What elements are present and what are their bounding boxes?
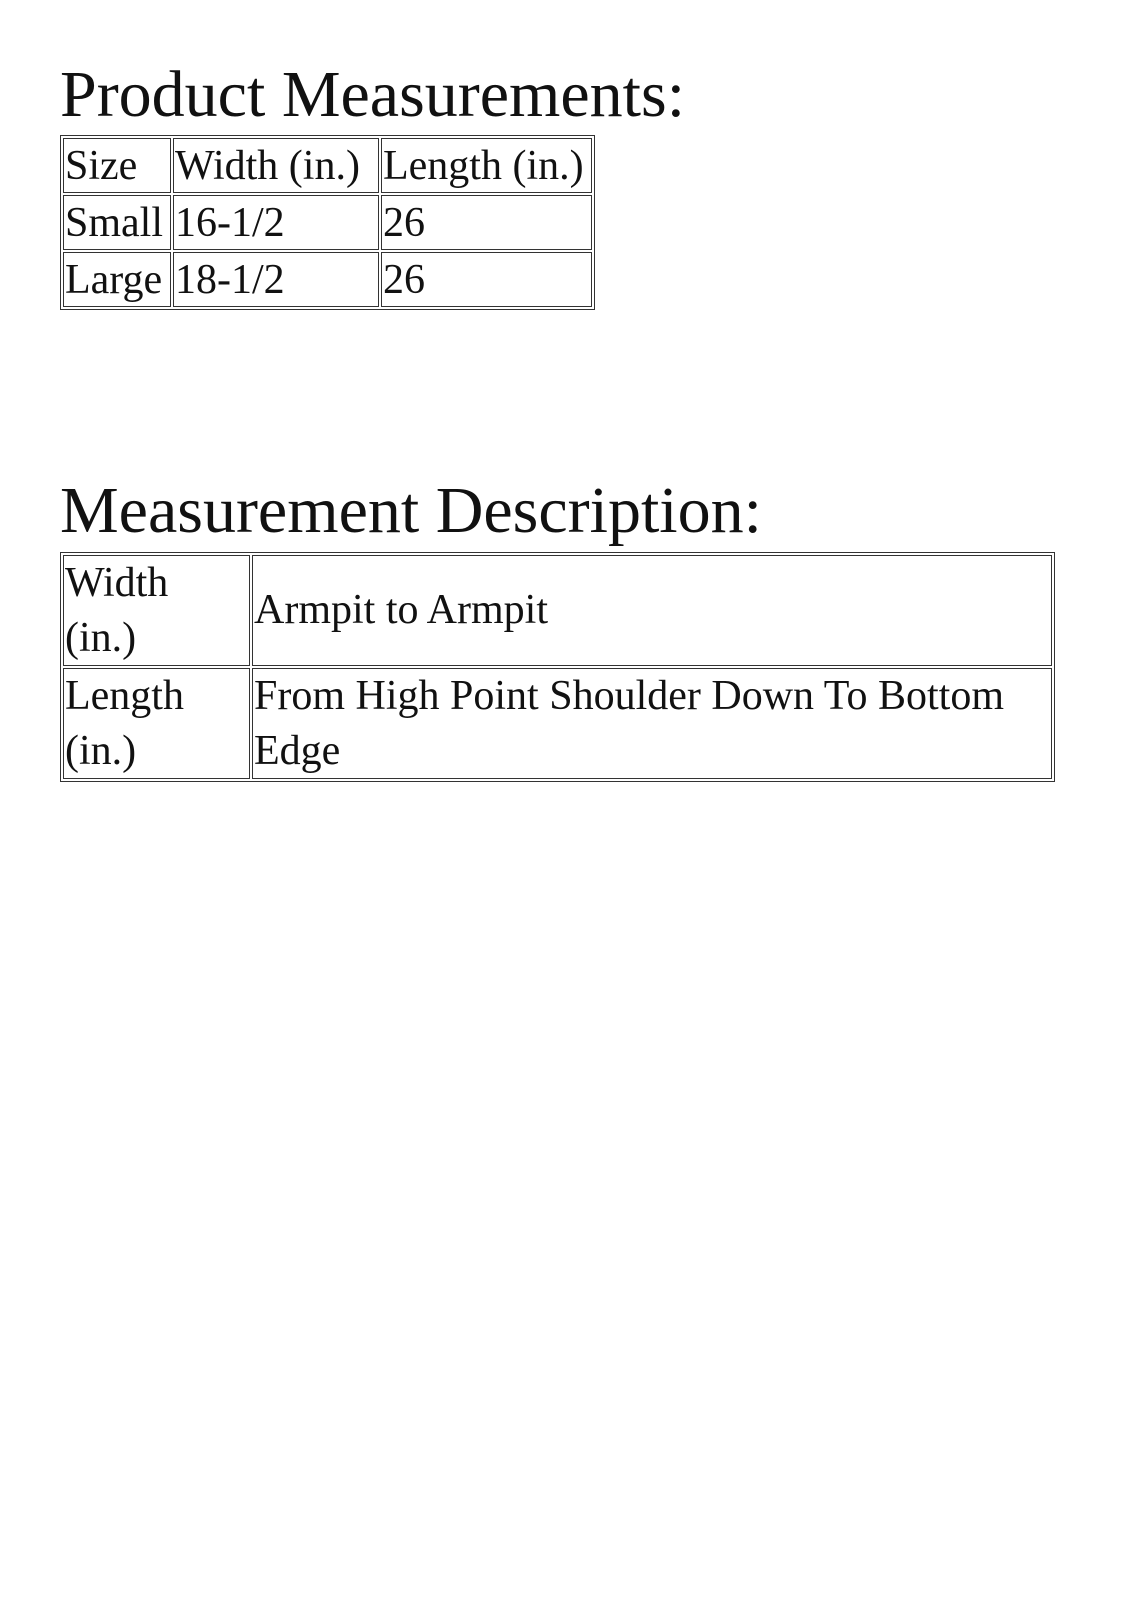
measurements-table: [60, 135, 595, 310]
definition-cell: Armpit to Armpit: [252, 555, 1052, 666]
table-row: [63, 668, 1052, 779]
definition-cell: From High Point Shoulder Down To Bottom Edge: [252, 668, 1052, 779]
table-row: [63, 555, 1052, 666]
description-table: [60, 552, 1055, 782]
width-cell: 16-1/2: [173, 195, 379, 250]
length-cell: 26: [381, 195, 592, 250]
size-cell: Small: [63, 195, 171, 250]
length-cell: 26: [381, 252, 592, 307]
measurement-description-title: Measurement Description:: [60, 474, 762, 547]
table-row: [63, 252, 592, 307]
table-row: [63, 195, 592, 250]
term-cell: Width (in.): [63, 555, 250, 666]
header-size: Size: [63, 138, 171, 193]
header-length: Length (in.): [381, 138, 592, 193]
width-cell: 18-1/2: [173, 252, 379, 307]
term-cell: Length (in.): [63, 668, 250, 779]
header-width: Width (in.): [173, 138, 379, 193]
table-header-row: [63, 138, 592, 193]
size-cell: Large: [63, 252, 171, 307]
product-measurements-title: Product Measurements:: [60, 58, 686, 131]
